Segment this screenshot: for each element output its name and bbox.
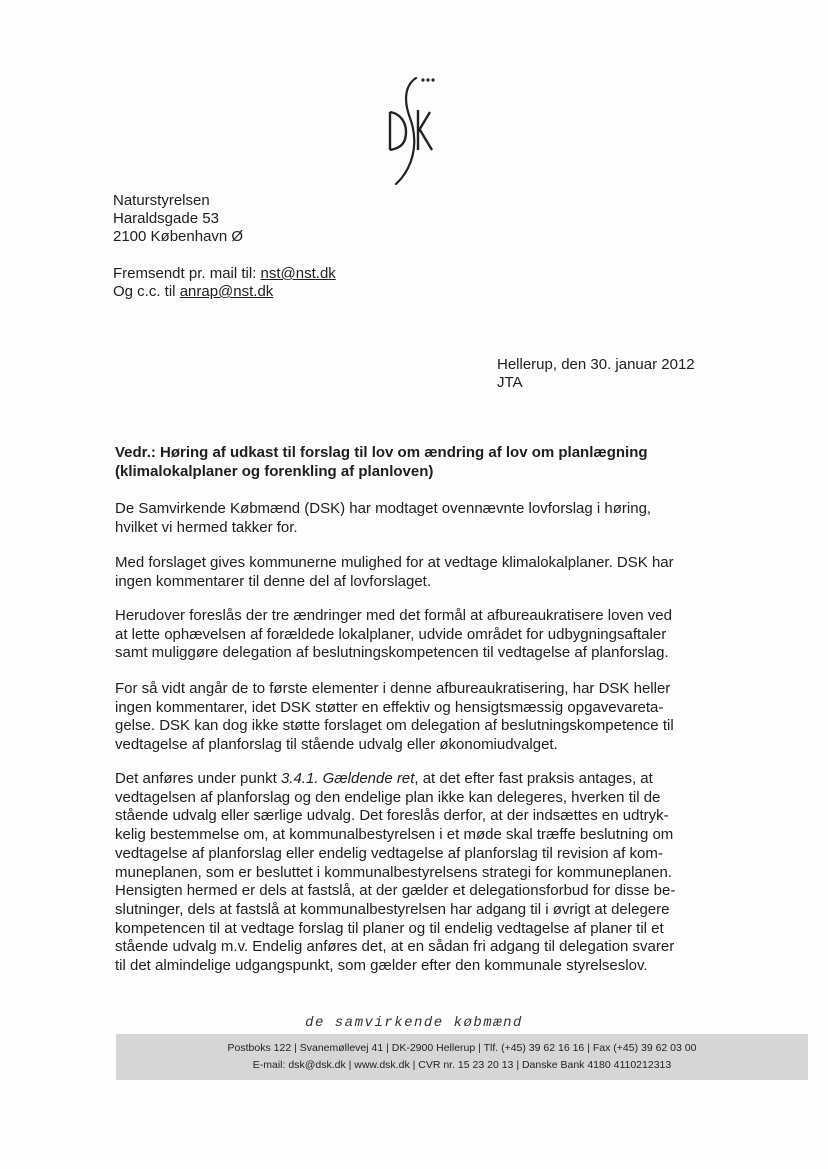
recipient-name: Naturstyrelsen bbox=[113, 192, 210, 209]
footer-contact-line: E-mail: dsk@dsk.dk | www.dsk.dk | CVR nr. 15 23 20 13 | Danske Bank 4180 4110212313 bbox=[252, 1059, 672, 1071]
paragraph-line: gelse. DSK kan dog ikke støtte forslaget om delegation af beslutningskompetence til bbox=[115, 717, 674, 735]
p5-prefix: Det anføres under punkt bbox=[115, 770, 281, 787]
paragraph-line: at lette ophævelsen af forældede lokalplaner, udvide området for udbygningsaftaler bbox=[115, 625, 667, 643]
p5-section-ref: 3.4.1. Gældende ret bbox=[280, 770, 415, 787]
paragraph-line: For så vidt angår de to første elementer i denne afbureaukratisering, har DSK heller bbox=[115, 680, 671, 697]
paragraph-line: vedtagelsen af planforslag og den endelige plan ikke kan delegeres, hverken til de bbox=[115, 788, 661, 806]
paragraph-line: kompetencen til at vedtage forslag til planer og til endelig vedtagelse af planer til et bbox=[115, 919, 664, 937]
paragraph-line: til det almindelige udgangspunkt, som gælder efter den kommunale styrelseslov. bbox=[115, 957, 648, 975]
paragraph-line: slutninger, dels at fastslå at kommunalbestyrelsen har adgang til i øvrigt at delegere bbox=[115, 900, 670, 918]
subject-line-1: Vedr.: Høring af udkast til forslag til lov om ændring af lov om planlægning bbox=[115, 444, 648, 461]
paragraph-line: stående udvalg m.v. Endelig anføres det, at en sådan fri adgang til delegation svarer bbox=[115, 938, 675, 956]
cc-label: Og c.c. til bbox=[113, 283, 180, 300]
place-date: Hellerup, den 30. januar 2012 bbox=[497, 356, 695, 373]
paragraph-line: vedtagelse af planforslag til stående udvalg eller økonomiudvalget. bbox=[115, 736, 558, 754]
sent-line-2 bbox=[113, 283, 336, 301]
paragraph-5 bbox=[115, 770, 675, 976]
paragraph-line: stående udvalg eller særlige udvalg. Det foreslås derfor, at der indsættes en udtryk- bbox=[115, 807, 669, 825]
paragraph-line: kelig bestemmelse om, at kommunalbestyrelsen i et møde skal træffe beslutning om bbox=[115, 826, 674, 844]
paragraph-line: ingen kommentarer til denne del af lovforslaget. bbox=[115, 572, 432, 590]
recipient-street: Haraldsgade 53 bbox=[113, 210, 219, 227]
subject-heading bbox=[115, 444, 648, 481]
paragraph-line: hvilket vi hermed takker for. bbox=[115, 518, 298, 536]
paragraph-1 bbox=[115, 500, 651, 537]
paragraph-line bbox=[115, 770, 675, 789]
paragraph-line: De Samvirkende Købmænd (DSK) har modtaget ovennævnte lovforslag i høring, bbox=[115, 500, 652, 517]
sent-info bbox=[113, 265, 336, 301]
paragraph-line: samt muliggøre delegation af beslutningskompetencen til vedtagelse af planforslag. bbox=[115, 644, 669, 662]
paragraph-line: Hensigten hermed er dels at fastslå, at der gælder et delegationsforbud for disse be- bbox=[115, 882, 676, 900]
initials: JTA bbox=[497, 374, 523, 391]
p5-suffix: , at det efter fast praksis antages, at bbox=[414, 770, 653, 787]
paragraph-line: muneplanen, som er besluttet i kommunalbestyrelsens strategi for kommuneplanen. bbox=[115, 863, 672, 881]
recipient-address bbox=[113, 192, 243, 246]
footer-address-line: Postboks 122 | Svanemøllevej 41 | DK-2900 Hellerup | Tlf. (+45) 39 62 16 16 | Fax (+45) 39 62 03 00 bbox=[227, 1042, 697, 1054]
paragraph-4 bbox=[115, 680, 674, 755]
dsk-logo-icon bbox=[382, 72, 442, 186]
recipient-city: 2100 København Ø bbox=[113, 228, 244, 245]
footer-contact-bar bbox=[116, 1034, 808, 1080]
paragraph-line: ingen kommentarer, idet DSK støtter en effektiv og hensigtsmæssig opgavevareta- bbox=[115, 698, 664, 716]
email-link-anrap[interactable]: anrap@nst.dk bbox=[179, 283, 274, 300]
paragraph-3 bbox=[115, 607, 672, 663]
sent-to-label: Fremsendt pr. mail til: bbox=[113, 265, 261, 282]
paragraph-line: vedtagelse af planforslag eller endelig vedtagelse af planforslag til revision af kom- bbox=[115, 844, 663, 862]
subject-line-2: (klimalokalplaner og forenkling af planloven) bbox=[115, 462, 434, 480]
footer-tagline: de samvirkende købmænd bbox=[305, 1015, 523, 1031]
paragraph-line: Med forslaget gives kommunerne mulighed for at vedtage klimalokalplaner. DSK har bbox=[115, 554, 674, 571]
sent-line-1 bbox=[113, 265, 336, 283]
paragraph-line: Herudover foreslås der tre ændringer med det formål at afbureaukratisere loven ved bbox=[115, 607, 672, 624]
paragraph-2 bbox=[115, 554, 674, 591]
date-block bbox=[497, 356, 695, 392]
email-link-nst[interactable]: nst@nst.dk bbox=[260, 265, 336, 282]
